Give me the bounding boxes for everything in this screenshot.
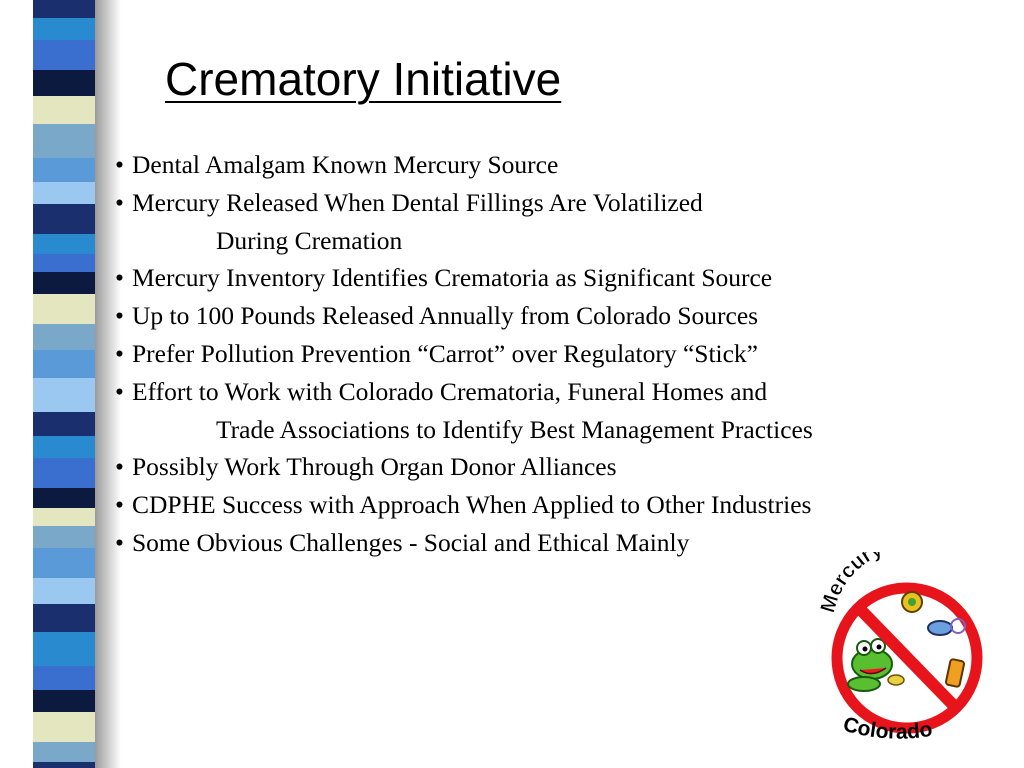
strip-block xyxy=(33,690,95,712)
bullet-text: Effort to Work with Colorado Crematoria, Funeral Homes and xyxy=(132,376,768,406)
strip-block xyxy=(33,712,95,742)
strip-block xyxy=(33,378,95,412)
strip-block xyxy=(33,40,95,70)
strip-block xyxy=(33,548,95,578)
bullet-item xyxy=(115,335,995,373)
bullet-glyph: • xyxy=(115,338,124,368)
strip-block xyxy=(33,234,95,254)
strip-block xyxy=(33,324,95,350)
bullet-continuation: Trade Associations to Identify Best Management Practices xyxy=(216,414,813,444)
logo-top-text: Mercur xyxy=(816,552,877,616)
logo-graphic xyxy=(812,552,1004,756)
bullet-glyph: • xyxy=(115,301,124,331)
bullet-text: Some Obvious Challenges - Social and Ethical Mainly xyxy=(132,527,690,557)
logo-bottom-text: Colorado xyxy=(840,712,934,744)
bullet-item xyxy=(115,448,995,486)
slide-title: Crematory Initiative xyxy=(165,53,562,105)
strip-block xyxy=(33,412,95,436)
bullet-item xyxy=(115,259,995,297)
bullet-list xyxy=(115,146,995,562)
strip-block xyxy=(33,632,95,666)
bullet-continuation: During Cremation xyxy=(216,225,403,255)
strip-block xyxy=(33,508,95,526)
strip-block xyxy=(33,96,95,124)
strip-blocks xyxy=(33,0,95,768)
bullet-item xyxy=(115,184,995,260)
strip-block xyxy=(33,0,95,18)
bullet-text: Dental Amalgam Known Mercury Source xyxy=(132,150,559,179)
strip-block xyxy=(33,18,95,40)
bullet-text: Prefer Pollution Prevention “Carrot” over Regulatory “Stick” xyxy=(132,338,758,368)
decorative-strip xyxy=(33,0,95,768)
strip-block xyxy=(33,294,95,324)
bullet-text: CDPHE Success with Approach When Applied to Other Industries xyxy=(132,490,812,520)
bullet-glyph: • xyxy=(115,376,124,406)
bullet-text: Up to 100 Pounds Released Annually from Colorado Sources xyxy=(132,301,759,331)
bullet-glyph: • xyxy=(115,527,124,557)
bullet-text: Mercury Inventory Identifies Crematoria as Significant Source xyxy=(132,263,773,293)
strip-block xyxy=(33,762,95,768)
bullet-text: Possibly Work Through Organ Donor Alliances xyxy=(132,452,617,482)
strip-block xyxy=(33,158,95,182)
bullet-glyph: • xyxy=(115,187,124,217)
strip-block xyxy=(33,578,95,604)
bullet-text: Mercury Released When Dental Fillings Are Volatilized xyxy=(132,187,703,217)
strip-block xyxy=(33,488,95,508)
strip-block xyxy=(33,458,95,488)
strip-block xyxy=(33,436,95,458)
strip-block xyxy=(33,350,95,378)
strip-block xyxy=(33,124,95,158)
strip-block xyxy=(33,70,95,96)
strip-block xyxy=(33,182,95,204)
bullet-item xyxy=(115,146,995,184)
strip-block xyxy=(33,666,95,690)
strip-block xyxy=(33,604,95,632)
bullet-glyph: • xyxy=(115,150,124,179)
bullet-item xyxy=(115,486,995,524)
strip-block xyxy=(33,272,95,294)
strip-block xyxy=(33,526,95,548)
strip-block xyxy=(33,742,95,762)
bullet-glyph: • xyxy=(115,263,124,293)
mercury-free-logo xyxy=(812,552,1004,756)
bullet-item xyxy=(115,373,995,449)
bullet-glyph: • xyxy=(115,452,124,482)
bullet-glyph: • xyxy=(115,490,124,520)
strip-block xyxy=(33,254,95,272)
bullet-item xyxy=(115,297,995,335)
strip-block xyxy=(33,204,95,234)
